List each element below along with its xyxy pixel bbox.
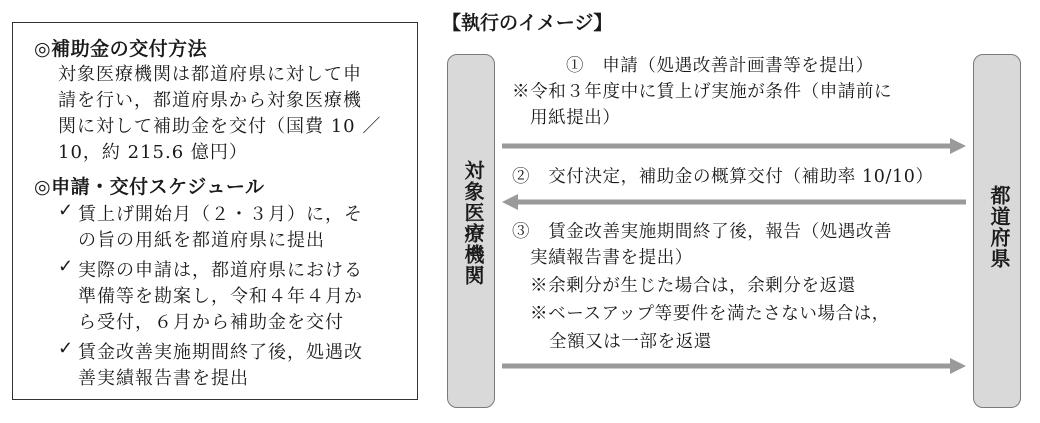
bullet2-line-2: 準備等を勘案し，令和４年４月か bbox=[78, 286, 363, 307]
left-entity-label: 対象医療機関 bbox=[461, 160, 485, 286]
heading-subsidy-method: ◎補助金の交付方法 bbox=[34, 38, 208, 60]
check-icon: ✓ bbox=[58, 256, 74, 277]
step3-note-2: ※ベースアップ等要件を満たさない場合は， bbox=[530, 304, 890, 324]
step3-note-3: 全額又は一部を返還 bbox=[549, 332, 712, 352]
diagram-title: 【執行のイメージ】 bbox=[442, 12, 613, 34]
step3-line-1: ③ 賃金改善実施期間終了後，報告（処遇改善 bbox=[512, 222, 893, 242]
bullet3-line-2: 善実績報告書を提出 bbox=[78, 368, 249, 389]
bullet2-line-1: 実際の申請は，都道府県における bbox=[78, 260, 363, 281]
step3-note-1: ※余剰分が生じた場合は，余剰分を返還 bbox=[530, 276, 856, 296]
method-line-2: 請を行い，都道府県から対象医療機 bbox=[58, 90, 362, 111]
step3-line-2: 実績報告書を提出） bbox=[530, 248, 693, 268]
arrow-left-icon bbox=[500, 192, 970, 212]
step2-line: ② 交付決定，補助金の概算交付（補助率 10/10） bbox=[512, 167, 934, 187]
arrow-right-icon bbox=[500, 136, 970, 156]
method-line-3: 関に対して補助金を交付（国費 10 ／ bbox=[58, 116, 382, 137]
check-icon: ✓ bbox=[58, 338, 74, 359]
arrow-right-icon bbox=[500, 356, 970, 376]
bullet1-line-1: 賃上げ開始月（２・３月）に，そ bbox=[78, 204, 363, 225]
step1-line-3: 用紙提出） bbox=[530, 108, 621, 128]
right-entity-label: 都道府県 bbox=[987, 185, 1011, 269]
heading-schedule: ◎申請・交付スケジュール bbox=[34, 176, 265, 198]
step1-line-1: ① 申請（処遇改善計画書等を提出） bbox=[566, 56, 874, 76]
method-line-4: 10，約 215.6 億円） bbox=[58, 142, 248, 163]
check-icon: ✓ bbox=[58, 200, 74, 221]
bullet2-line-3: ら受付，６月から補助金を交付 bbox=[78, 312, 344, 333]
bullet3-line-1: 賃金改善実施期間終了後，処遇改 bbox=[78, 342, 363, 363]
bullet1-line-2: の旨の用紙を都道府県に提出 bbox=[78, 230, 325, 251]
method-line-1: 対象医療機関は都道府県に対して申 bbox=[58, 64, 362, 85]
step1-line-2: ※令和３年度中に賃上げ実施が条件（申請前に bbox=[512, 82, 893, 102]
